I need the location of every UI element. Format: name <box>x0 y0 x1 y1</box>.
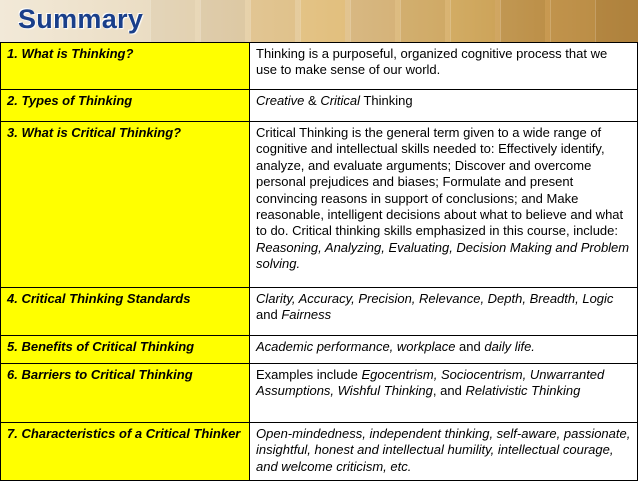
row-value <box>250 122 638 288</box>
row-value-text: Reasoning, Analyzing, Evaluating, Decision Making and Problem solving. <box>256 239 630 272</box>
row-value-text: Egocentrism, Sociocentrism, Unwarranted Assumptions, Wishful Thinking <box>256 367 605 399</box>
row-value-text: daily life. <box>484 339 535 354</box>
banner-photo-tile <box>595 0 638 42</box>
table-row <box>1 288 638 336</box>
row-value-text: Critical Thinking is the general term given to a wide range of cognitive and intellectual skills needed to: Effectively identify, analyze, and evaluate arguments; Discover and overcome personal prejudices and biases; Formulate and present convincing reasons in support of conclusions; and Make reasonable, intelligent decisions about what to believe and what to do. Critical thinking skills emphasized in this course, include: <box>256 125 624 239</box>
banner-photo-tile <box>450 0 495 42</box>
header-banner <box>0 0 638 42</box>
row-value-text: Thinking <box>360 93 413 108</box>
row-value-text: and <box>256 307 282 323</box>
row-value <box>250 364 638 423</box>
banner-photo-tile <box>150 0 195 42</box>
row-value-text: Creative <box>256 93 305 108</box>
row-value-text: and <box>455 339 485 354</box>
table-row <box>1 43 638 90</box>
row-value-text: Fairness <box>281 307 332 323</box>
row-label: 7. Characteristics of a Critical Thinker <box>1 423 250 481</box>
row-value-text: Academic performance, workplace <box>256 339 456 354</box>
summary-table <box>0 42 638 481</box>
banner-photo-tile <box>350 0 395 42</box>
page-title: Summary <box>18 4 144 34</box>
banner-photo-tile <box>500 0 545 42</box>
row-label: 2. Types of Thinking <box>1 90 250 122</box>
row-label: 3. What is Critical Thinking? <box>1 122 250 288</box>
table-row <box>1 122 638 288</box>
row-value <box>250 90 638 122</box>
row-value-text: Critical <box>320 93 361 108</box>
banner-photo-tile <box>400 0 445 42</box>
banner-photo-tile <box>200 0 245 42</box>
row-value-text: Open-mindedness, independent thinking, self-aware, passionate, insightful, honest and intellectual humility, intellectual courage, and welcome criticism, etc. <box>256 426 631 474</box>
table-row <box>1 90 638 122</box>
row-value-text: Thinking is a purposeful, organized cognitive process that we use to make sense of our world. <box>256 46 608 78</box>
row-value <box>250 336 638 364</box>
table-row <box>1 364 638 423</box>
row-label: 4. Critical Thinking Standards <box>1 288 250 336</box>
row-value-text: Examples include <box>256 367 362 382</box>
table-row <box>1 423 638 481</box>
row-value <box>250 288 638 336</box>
row-value-text: Relativistic Thinking <box>465 383 581 399</box>
row-value <box>250 423 638 481</box>
row-label: 6. Barriers to Critical Thinking <box>1 364 250 423</box>
row-value-text: Clarity, Accuracy, Precision, Relevance, Depth, Breadth, Logic <box>256 291 614 306</box>
row-value-text: , and <box>432 383 466 399</box>
banner-photo-tile <box>250 0 295 42</box>
row-value <box>250 43 638 90</box>
banner-photo-tile <box>550 0 595 42</box>
row-label: 5. Benefits of Critical Thinking <box>1 336 250 364</box>
table-row <box>1 336 638 364</box>
banner-photo-tile <box>300 0 345 42</box>
row-value-text: & <box>304 93 321 108</box>
row-label: 1. What is Thinking? <box>1 43 250 90</box>
